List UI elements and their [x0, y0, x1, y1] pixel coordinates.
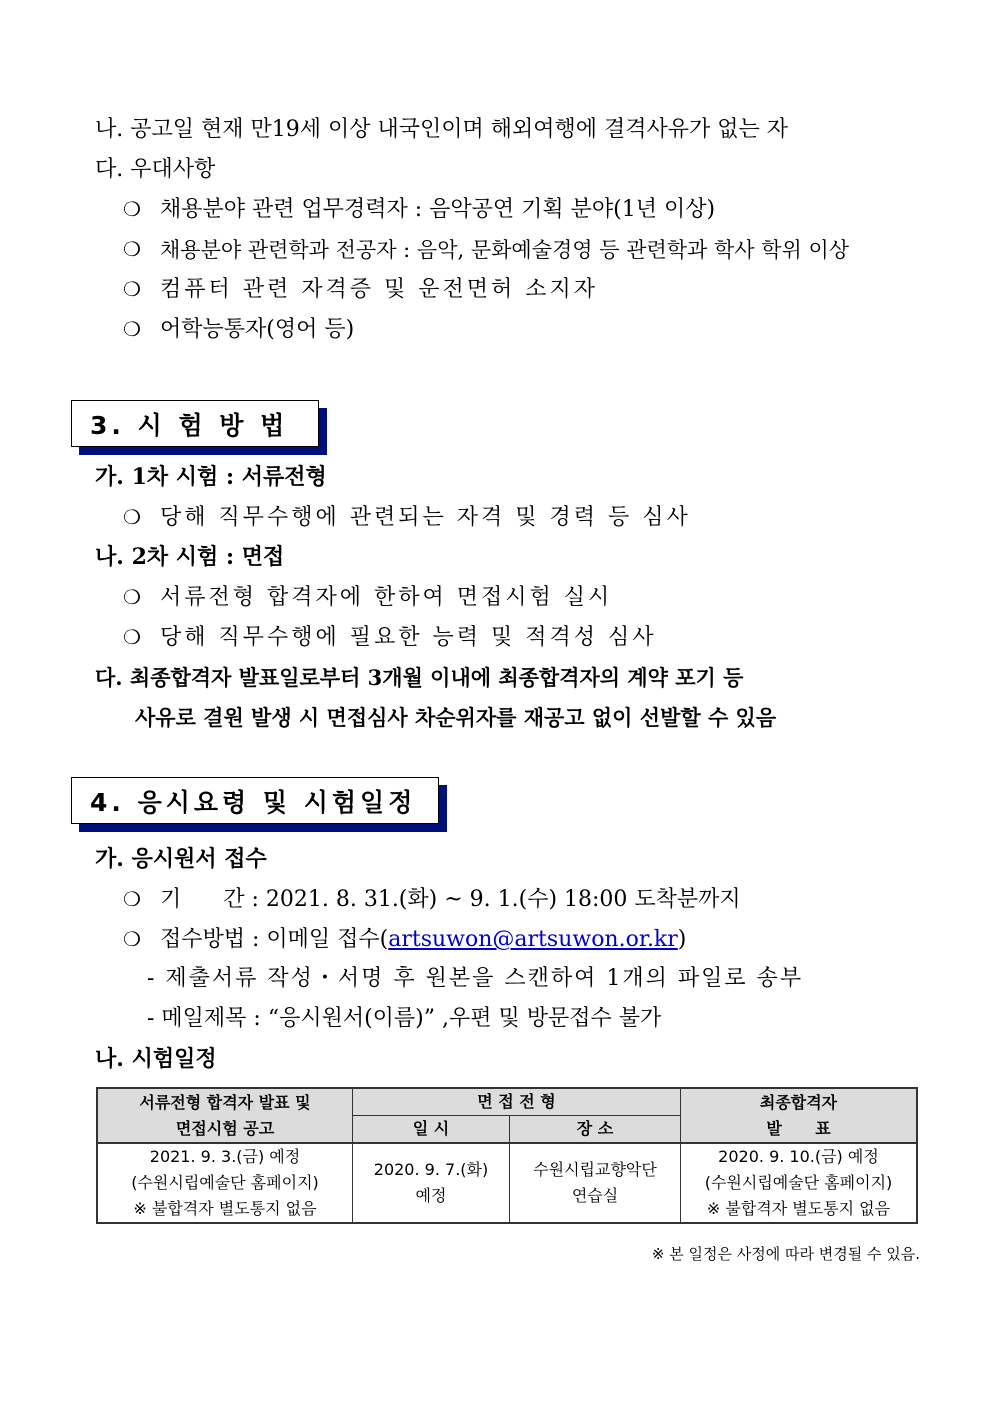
schedule-note: ※ 본 일정은 사정에 따라 변경될 수 있음. — [651, 1245, 920, 1263]
schedule-table — [96, 1087, 918, 1224]
preference-item: 어학능통자(영어 등) — [160, 317, 355, 342]
exam-note-line2: 사유로 결원 발생 시 면접심사 차순위자를 재공고 없이 선발할 수 있음 — [135, 705, 777, 730]
bullet-icon: ❍ — [123, 505, 141, 529]
method-suffix: ) — [677, 927, 687, 952]
bullet-icon: ❍ — [123, 277, 141, 301]
qualification-na: 나. 공고일 현재 만19세 이상 내국인이며 해외여행에 결격사유가 없는 자 — [95, 117, 788, 142]
cell-announcement: 2021. 9. 3.(금) 예정 (수원시립예술단 홈페이지) ※ 불합격자 별도통지 없음 — [97, 1143, 353, 1223]
application-sub-2: - 메일제목 : “응시원서(이름)” ,우편 및 방문접수 불가 — [147, 1006, 662, 1031]
header-final: 최종합격자 발 표 — [681, 1088, 918, 1143]
header-date: 일 시 — [353, 1116, 510, 1144]
bullet-icon: ❍ — [123, 887, 141, 911]
header-announcement: 서류전형 합격자 발표 및 면접시험 공고 — [97, 1088, 353, 1143]
exam-item: 서류전형 합격자에 한하여 면접시험 실시 — [160, 585, 613, 610]
schedule-heading: 나. 시험일정 — [95, 1046, 217, 1072]
bullet-icon: ❍ — [123, 927, 141, 951]
section-3-title: 3. 시 험 방 법 — [71, 400, 319, 447]
cell-place: 수원시립교향악단 연습실 — [510, 1143, 681, 1223]
exam-stage-1: 가. 1차 시험 : 서류전형 — [95, 464, 327, 490]
application-period: 기 간 : 2021. 8. 31.(화) ~ 9. 1.(수) 18:00 도착분까지 — [160, 887, 741, 912]
bullet-icon: ❍ — [123, 625, 141, 649]
application-sub-1: - 제출서류 작성・서명 후 원본을 스캔하여 1개의 파일로 송부 — [147, 966, 804, 991]
bullet-icon: ❍ — [123, 585, 141, 609]
bullet-icon: ❍ — [123, 197, 141, 221]
method-prefix: 접수방법 : 이메일 접수( — [160, 927, 389, 952]
email-link[interactable]: artsuwon@artsuwon.or.kr — [388, 927, 678, 952]
section-4-title: 4. 응시요령 및 시험일정 — [71, 777, 439, 824]
header-place: 장 소 — [510, 1116, 681, 1144]
exam-note-line1: 다. 최종합격자 발표일로부터 3개월 이내에 최종합격자의 계약 포기 등 — [95, 665, 744, 690]
cell-date: 2020. 9. 7.(화) 예정 — [353, 1143, 510, 1223]
cell-final: 2020. 9. 10.(금) 예정 (수원시립예술단 홈페이지) ※ 불합격자 별도통지 없음 — [681, 1143, 918, 1223]
application-heading: 가. 응시원서 접수 — [95, 846, 267, 872]
bullet-icon: ❍ — [123, 317, 141, 341]
preference-item: 채용분야 관련학과 전공자 : 음악, 문화예술경영 등 관련학과 학사 학위 이상 — [160, 238, 850, 262]
exam-item: 당해 직무수행에 필요한 능력 및 적격성 심사 — [160, 625, 657, 650]
bullet-icon: ❍ — [123, 237, 141, 261]
exam-stage-2: 나. 2차 시험 : 면접 — [95, 544, 285, 570]
application-method — [160, 926, 686, 954]
preference-heading: 다. 우대사항 — [95, 157, 216, 182]
header-interview: 면 접 전 형 — [353, 1088, 681, 1116]
exam-item: 당해 직무수행에 관련되는 자격 및 경력 등 심사 — [160, 505, 691, 530]
preference-item: 컴퓨터 관련 자격증 및 운전면허 소지자 — [160, 277, 598, 302]
preference-item: 채용분야 관련 업무경력자 : 음악공연 기획 분야(1년 이상) — [160, 197, 716, 222]
table-row — [97, 1143, 917, 1223]
